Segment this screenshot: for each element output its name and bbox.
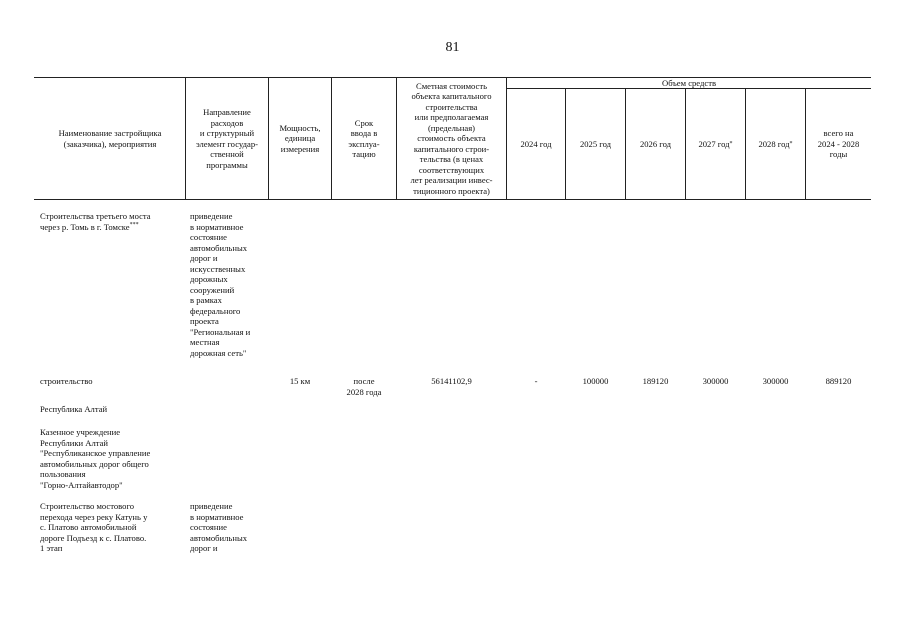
construction-total: 889120 (825, 376, 852, 386)
bridge-project-name-text: Строительства третьего моста через р. Томь в г. Томске (40, 211, 151, 232)
header-year-2025: 2025 год (579, 138, 612, 149)
bridge-project-name (40, 211, 185, 232)
header-year-2028-label: 2028 год (758, 138, 790, 149)
construction-2024: - (534, 376, 538, 386)
bridge-project-direction: приведение в нормативное состояние автомобильных дорог и искусственных дорожных сооружений в рамках федерального проекта "Региональная и местная дорожная сеть" (190, 211, 251, 358)
construction-cost: 56141102,9 (431, 376, 472, 386)
header-total: всего на 2024 - 2028 годы (817, 128, 860, 160)
header-direction: Направление расходов и структурный элемент государ- ственной программы (195, 107, 258, 170)
institution-name: Казенное учреждение Республики Алтай "Республиканское управление автомобильных дорог общего пользования "Горно-Алтайавтодор" (40, 427, 151, 490)
header-cost: Сметная стоимость объекта капитального строительства или предполагаемая (предельная) стоимость объекта капитального строи- тельства (в ценах соответствующих лет реализации инвес- тиционного проекта) (410, 80, 493, 196)
construction-label: строительство (40, 376, 93, 386)
bridge-footnote-mark: *** (129, 221, 139, 228)
header-year-2026: 2026 год (639, 138, 672, 149)
construction-2028: 300000 (762, 376, 789, 386)
region-name: Республика Алтай (40, 404, 108, 414)
katun-project-name: Строительство мостового перехода через реку Катунь у с. Платово автомобильной дороге Подъезд к с. Платово. 1 этап (40, 501, 148, 553)
header-capacity: Мощность, единица измерения (279, 122, 321, 154)
header-name: Наименование застройщика (заказчика), мероприятия (58, 128, 162, 149)
construction-term: после 2028 года (346, 376, 382, 397)
header-term: Срок ввода в эксплуа- тацию (348, 117, 380, 159)
header-year-2027: 2027 год * (698, 138, 733, 149)
construction-2026: 189120 (642, 376, 669, 386)
construction-2027: 300000 (702, 376, 729, 386)
construction-2025: 100000 (582, 376, 609, 386)
header-year-2027-label: 2027 год (698, 138, 730, 149)
page-number: 81 (445, 40, 460, 55)
katun-project-direction: приведение в нормативное состояние автомобильных дорог и (190, 501, 248, 553)
header-year-2028: 2028 год * (758, 138, 793, 149)
header-year-2024: 2024 год (520, 138, 552, 149)
header-funds: Объем средств (661, 77, 717, 88)
construction-capacity: 15 км (289, 376, 311, 386)
